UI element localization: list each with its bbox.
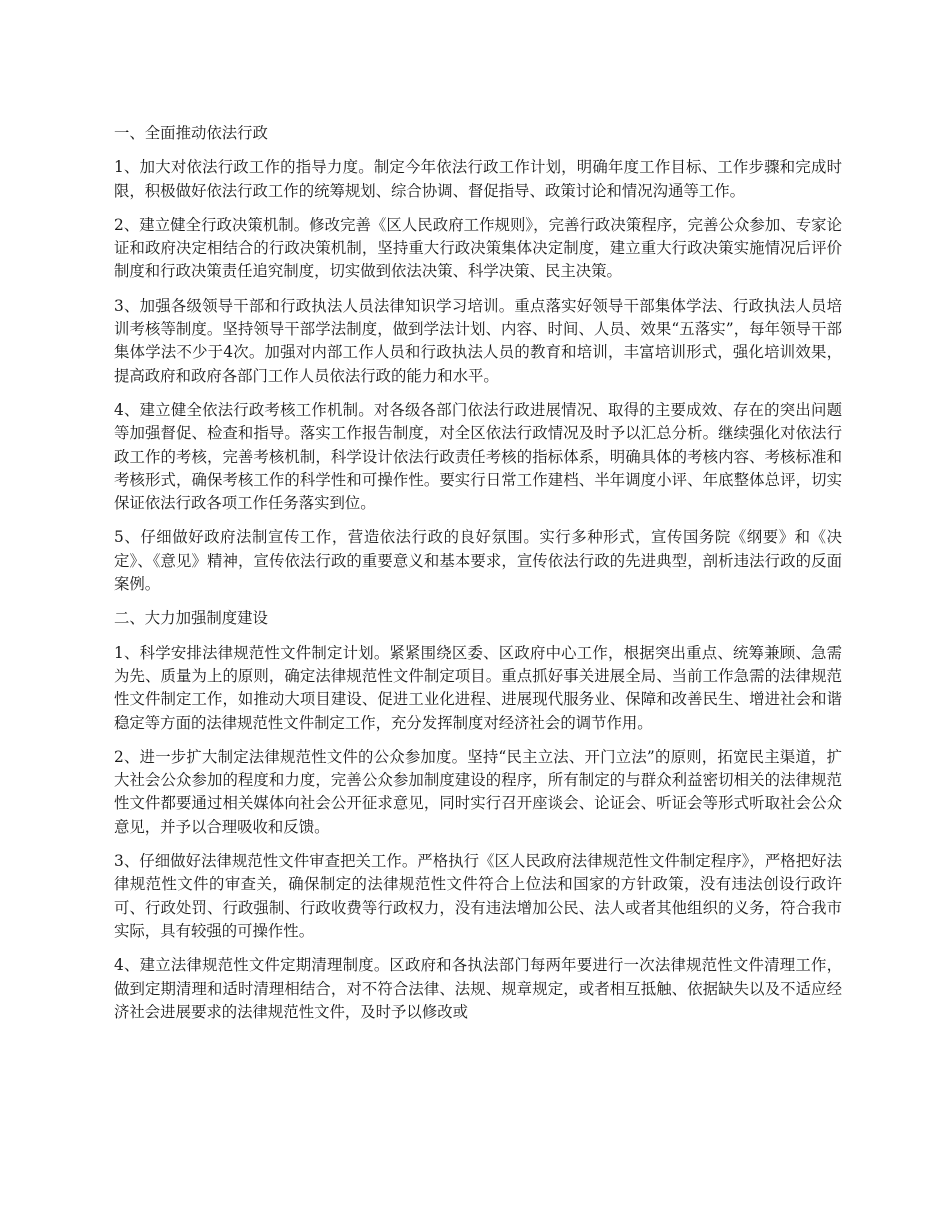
section-1-paragraph-5: 5、仔细做好政府法制宣传工作，营造依法行政的良好氛围。实行多种形式，宣传国务院《纲要》和《决定》、《意见》精神，宣传依法行政的重要意义和基本要求，宣传依法行政的先进典型，剖析违法行政的反面案例。 [114,528,842,594]
document-body [114,122,842,1035]
section-1-paragraph-3: 3、加强各级领导干部和行政执法人员法律知识学习培训。重点落实好领导干部集体学法、行政执法人员培训考核等制度。坚持领导干部学法制度，做到学法计划、内容、时间、人员、效果“五落实”，每年领导干部集体学法不少于4次。加强对内部工作人员和行政执法人员的教育和培训，丰富培训形式，强化培训效果，提高政府和政府各部门工作人员依法行政的能力和水平。 [114,296,842,385]
section-heading-2: 二、大力加强制度建设 [114,609,268,628]
section-1-paragraph-2: 2、建立健全行政决策机制。修改完善《区人民政府工作规则》，完善行政决策程序，完善公众参加、专家论证和政府决定相结合的行政决策机制，坚持重大行政决策集体决定制度，建立重大行政决策实施情况后评价制度和行政决策责任追究制度，切实做到依法决策、科学决策、民主决策。 [114,215,842,281]
section-2-paragraph-3: 3、仔细做好法律规范性文件审查把关工作。严格执行《区人民政府法律规范性文件制定程序》，严格把好法律规范性文件的审查关，确保制定的法律规范性文件符合上位法和国家的方针政策，没有违法创设行政许可、行政处罚、行政强制、行政收费等行政权力，没有违法增加公民、法人或者其他组织的义务，符合我市实际，具有较强的可操作性。 [114,852,842,940]
section-2-paragraph-4: 4、建立法律规范性文件定期清理制度。区政府和各执法部门每两年要进行一次法律规范性文件清理工作，做到定期清理和适时清理相结合，对不符合法律、法规、规章规定，或者相互抵触、依据缺失以及不适应经济社会进展要求的法律规范性文件，及时予以修改或 [114,956,842,1021]
section-2-paragraph-1: 1、科学安排法律规范性文件制定计划。紧紧围绕区委、区政府中心工作，根据突出重点、统筹兼顾、急需为先、质量为上的原则，确定法律规范性文件制定项目。重点抓好事关进展全局、当前工作急需的法律规范性文件制定工作，如推动大项目建设、促进工业化进程、进展现代服务业、保障和改善民生、增进社会和谐稳定等方面的法律规范性文件制定工作，充分发挥制度对经济社会的调节作用。 [114,643,842,732]
section-2-paragraph-2: 2、进一步扩大制定法律规范性文件的公众参加度。坚持“民主立法、开门立法”的原则，拓宽民主渠道，扩大社会公众参加的程度和力度，完善公众参加制度建设的程序，所有制定的与群众利益密切相关的法律规范性文件都要通过相关媒体向社会公开征求意见，同时实行召开座谈会、论证会、听证会等形式听取社会公众意见，并予以合理吸收和反馈。 [114,747,842,836]
section-heading-1: 一、全面推动依法行政 [114,124,268,142]
section-1-paragraph-1: 1、加大对依法行政工作的指导力度。制定今年依法行政工作计划，明确年度工作目标、工作步骤和完成时限，积极做好依法行政工作的统筹规划、综合协调、督促指导、政策讨论和情况沟通等工作。 [114,158,842,200]
section-1-paragraph-4: 4、建立健全依法行政考核工作机制。对各级各部门依法行政进展情况、取得的主要成效、存在的突出问题等加强督促、检查和指导。落实工作报告制度，对全区依法行政情况及时予以汇总分析。继续强化对依法行政工作的考核，完善考核机制，科学设计依法行政责任考核的指标体系，明确具体的考核内容、考核标准和考核形式，确保考核工作的科学性和可操作性。要实行日常工作建档、半年调度小评、年底整体总评，切实保证依法行政各项工作任务落实到位。 [114,400,842,513]
